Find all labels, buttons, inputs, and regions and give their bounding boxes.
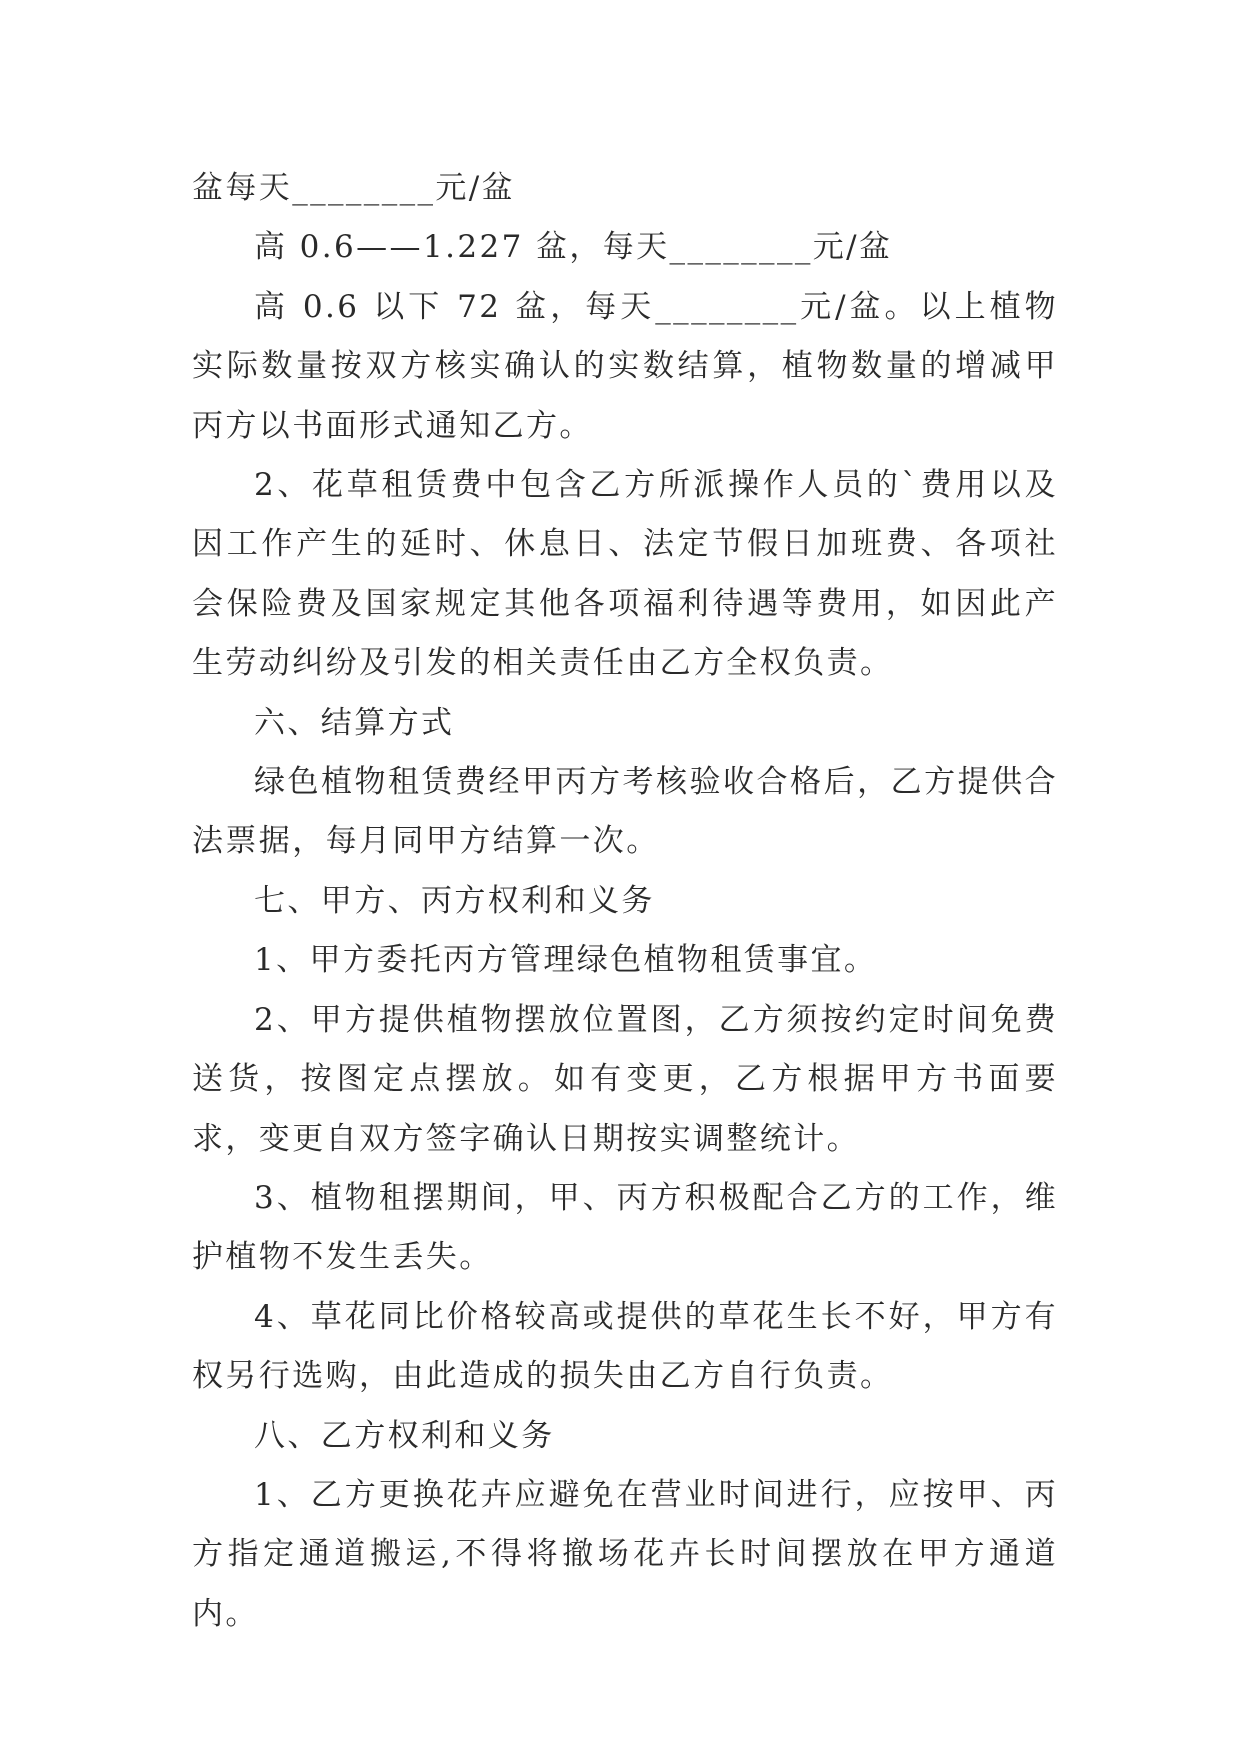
section-heading-7: 七、甲方、丙方权利和义务 [254, 882, 655, 919]
paragraph-clause-7-1: 1、甲方委托丙方管理绿色植物租赁事宜。 [254, 942, 878, 979]
document-body [192, 159, 1058, 1644]
section-heading-8: 八、乙方权利和义务 [254, 1417, 555, 1454]
paragraph-price-medium: 高 0.6——1.227 盆，每天________元/盆 [254, 229, 893, 266]
paragraph-settlement: 绿色植物租赁费经甲丙方考核验收合格后，乙方提供合法票据，每月同甲方结算一次。 [192, 764, 1058, 860]
paragraph-clause-7-3: 3、植物租摆期间，甲、丙方积极配合乙方的工作，维护植物不发生丢失。 [192, 1179, 1058, 1276]
paragraph-clause-7-2: 2、甲方提供植物摆放位置图，乙方须按约定时间免费送货，按图定点摆放。如有变更，乙方根据甲方书面要求，变更自双方签字确认日期按实调整统计。 [192, 1001, 1058, 1157]
paragraph-clause-8-1: 1、乙方更换花卉应避免在营业时间进行，应按甲、丙方指定通道搬运,不得将撤场花卉长时间摆放在甲方通道内。 [192, 1476, 1058, 1632]
section-heading-6: 六、结算方式 [254, 704, 455, 741]
paragraph-price-continuation: 盆每天________元/盆 [192, 170, 516, 206]
paragraph-price-small: 高 0.6 以下 72 盆，每天________元/盆。以上植物实际数量按双方核实确认的实数结算，植物数量的增减甲丙方以书面形式通知乙方。 [192, 288, 1058, 444]
paragraph-clause-7-4: 4、草花同比价格较高或提供的草花生长不好，甲方有权另行选购，由此造成的损失由乙方自行负责。 [192, 1298, 1058, 1395]
paragraph-clause-5-2: 2、花草租赁费中包含乙方所派操作人员的`费用以及因工作产生的延时、休息日、法定节假日加班费、各项社会保险费及国家规定其他各项福利待遇等费用，如因此产生劳动纠纷及引发的相关责任由乙方全权负责。 [192, 467, 1058, 682]
